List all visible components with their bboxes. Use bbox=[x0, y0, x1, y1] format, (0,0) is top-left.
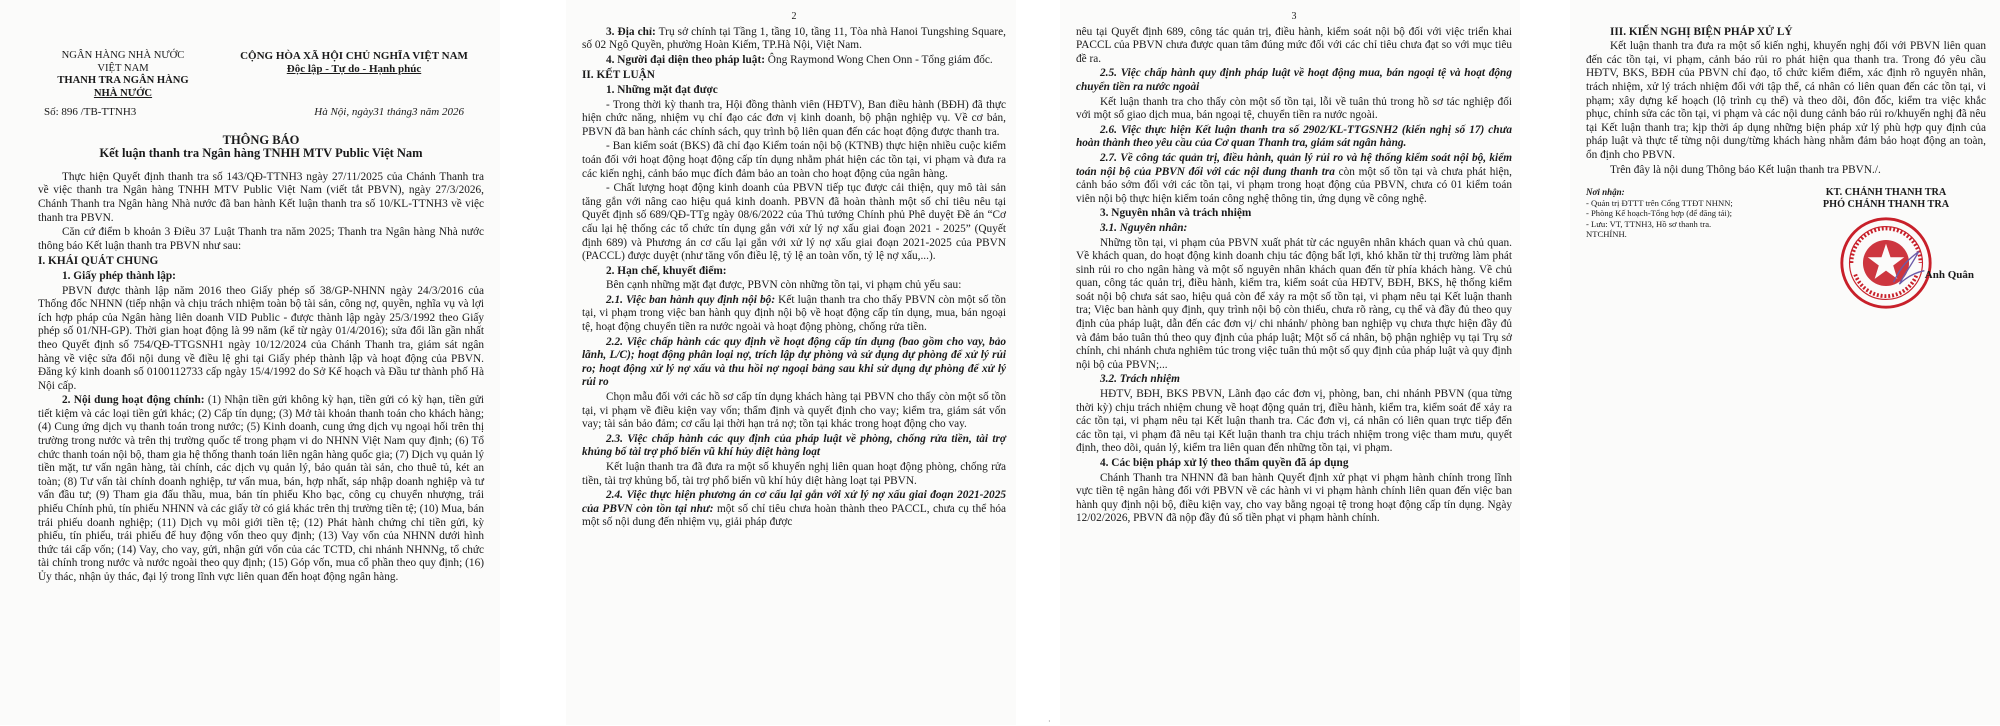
document-page-2 bbox=[566, 0, 1016, 725]
national-motto-block bbox=[224, 50, 484, 100]
document-page-3 bbox=[1060, 0, 1520, 725]
official-seal-icon bbox=[1838, 215, 1934, 311]
subsection-heading: 2.6. Việc thực hiện Kết luận thanh tra số 2902/KL-TTGSNH2 (kiến nghị số 17) chưa hoàn thành theo yêu cầu của Cơ quan Thanh tra, giám sát ngân hàng. bbox=[1076, 123, 1512, 150]
document-page-4 bbox=[1570, 0, 2000, 725]
subsection-heading: 2.2. Việc chấp hành các quy định về hoạt động cấp tín dụng (bao gồm cho vay, bảo lãnh, L/C); hoạt động phân loại nợ, trích lập dự phòng và sử dụng dự phòng để xử lý rủi ro; hoạt động xử lý nợ xấu và thu hồi nợ ngoại bảng sau khi sử dụng dự phòng để xử lý rủi ro bbox=[582, 335, 1006, 389]
reference-number: Số: 896 /TB-TTNH3 bbox=[44, 106, 137, 118]
inline-heading: 4. Người đại diện theo pháp luật: bbox=[606, 53, 765, 66]
document-header bbox=[38, 50, 484, 100]
paragraph: Thực hiện Quyết định thanh tra số 143/QĐ-TTNH3 ngày 27/11/2025 của Chánh Thanh tra về việc thanh tra Ngân hàng TNHH MTV Public Việt Nam (viết tắt PBVN), ngày 27/3/2026, Chánh Thanh tra Ngân hàng Nhà nước đã ban hành Kết luận thanh tra số 10/KL-TTNH3 về việc thanh tra PBVN. bbox=[38, 170, 484, 224]
paragraph bbox=[1076, 152, 1512, 206]
subsection-heading: 4. Các biện pháp xử lý theo thẩm quyền đã áp dụng bbox=[1100, 457, 1349, 469]
paragraph bbox=[582, 54, 1006, 68]
section-heading: I. KHÁI QUÁT CHUNG bbox=[38, 255, 159, 268]
document-title: THÔNG BÁO bbox=[222, 132, 300, 147]
issuer-block bbox=[38, 50, 208, 100]
subsection-heading: 1. Giấy phép thành lập: bbox=[62, 269, 176, 282]
signer-name: Anh Quân bbox=[1924, 269, 1974, 282]
recipient-item: - Lưu: VT, TTNH3, Hồ sơ thanh tra. bbox=[1586, 218, 1712, 229]
inline-text: một số chỉ tiêu chưa hoàn thành theo PACCL, chưa cụ thể hóa một số nội dung đến nhiệm vụ, giải pháp được bbox=[582, 502, 1007, 529]
paragraph: Chánh Thanh tra NHNN đã ban hành Quyết định xử phạt vi phạm hành chính trong lĩnh vực tiền tệ ngân hàng đối với PBVN về các hành vi vi phạm hành chính liên quan đến việc ban hành quy định nội bộ, điều kiện vay, cho vay bằng ngoại tệ trong hoạt động cấp tín dụng. Ngày 12/02/2026, PBVN đã nộp đầy đủ số tiền phạt vi phạm hành chính. bbox=[1076, 471, 1512, 525]
paragraph: Căn cứ điểm b khoản 3 Điều 37 Luật Thanh tra năm 2025; Thanh tra Ngân hàng Nhà nước thông báo Kết luận thanh tra PBVN như sau: bbox=[38, 226, 484, 252]
page-number-blank bbox=[1586, 10, 1986, 24]
paragraph: - Ban kiểm soát (BKS) đã chỉ đạo Kiểm toán nội bộ (KTNB) thực hiện nhiều cuộc kiểm toán đối với hoạt động hoạt động cấp tín dụng nhằm phát hiện các tồn tại, vi phạm và đưa ra các kiến nghị, cảnh báo mục đích đảm bảo an toàn cho hoạt động của ngân hàng. bbox=[582, 140, 1006, 180]
subsection-heading: 2.3. Việc chấp hành các quy định của pháp luật về phòng, chống rửa tiền, tài trợ khủng bố tài trợ phổ biến vũ khí hủy diệt hàng loạt bbox=[582, 432, 1006, 459]
inline-text: (1) Nhận tiền gửi không kỳ hạn, tiền gửi có kỳ hạn, tiền gửi tiết kiệm và các loại tiền gửi khác; (2) Cấp tín dụng; (3) Mở tài khoản thanh toán cho khách hàng; (4) Cung ứng dịch vụ thanh toán trong nước; (5) Kinh doanh, cung ứng dịch vụ ngoại hối trên thị trường trong nước và trên thị trường quốc tế trong phạm vi do NHNN Việt Nam quy định; (6) Tổ chức thanh toán nội bộ, tham gia hệ thống thanh toán liên ngân hàng quốc gia; (7) Dịch vụ quản lý tiền mặt, tư vấn ngân hàng, tài chính, các dịch vụ quản lý, bảo quản tài sản, cho thuê tủ, két an toàn; (8) Tư vấn tài chính doanh nghiệp, tư vấn mua, bán, hợp nhất, sáp nhập doanh nghiệp và tư vấn đầu tư; (9) Tham gia đấu thầu, mua, bán tín phiếu Kho bạc, công cụ chuyển nhượng, trái phiếu Chính phủ, tín phiếu NHNN và các giấy tờ có giá khác trên thị trường tiền tệ; (10) Mua, bán trái phiếu doanh nghiệp; (11) Dịch vụ môi giới tiền tệ; (12) Phát hành chứng chỉ tiền gửi, kỳ phiếu, tín phiếu, trái phiếu để huy động vốn theo quy định; (13) Vay vốn của NHNN dưới hình thức tái cấp vốn; (14) Vay, cho vay, gửi, nhận gửi vốn của các TCTD, chi nhánh NHNNg, tổ chức tài chính trong nước và nước ngoài theo quy định; (15) Góp vốn, mua cổ phần theo quy định; (16) Ủy thác, nhận ủy thác, đại lý trong lĩnh vực liên quan đến hoạt động ngân hàng. bbox=[38, 394, 484, 583]
subsection-heading: 2.5. Việc chấp hành quy định pháp luật về hoạt động mua, bán ngoại tệ và hoạt động chuyển tiền ra nước ngoài bbox=[1076, 67, 1512, 93]
inline-heading: 2.1. Việc ban hành quy định nội bộ: bbox=[606, 293, 776, 306]
paragraph: Những tồn tại, vi phạm của PBVN xuất phát từ các nguyên nhân khách quan và chủ quan. Về khách quan, do hoạt động kinh doanh chịu tác động bất lợi, khó khăn từ thị trường làm phát sinh rủi ro cho ngân hàng và một số nguyên nhân khách quan đến từ phía khách hàng. Về chủ quan, công tác quản trị, điều hành, kiểm tra, kiểm soát của HĐTV, BĐH, BKS, hệ thống kiểm soát nội bộ chưa sát sao, hiệu quả còn để xảy ra một số tồn tại, vi phạm nêu tại Kết luận thanh tra; Việc ban hành quy định, quy trình nội bộ còn thiếu, chưa rõ ràng, cụ thể và đầy đủ theo quy định của pháp luật, dẫn đến các đơn vị/ chi nhánh/ phòng ban nghiệp vụ chưa thực hiện đầy đủ và đảm bảo tuân thủ theo quy định của pháp luật; Một số cá nhân, bộ phận nghiệp vụ tại Trụ sở chính, chi nhánh chưa nghiêm túc trong việc tuân thủ một số quy định của pháp luật và quy định nội bộ của PBVN;... bbox=[1076, 236, 1512, 371]
national-motto: Độc lập - Tự do - Hạnh phúc bbox=[286, 63, 422, 75]
paragraph: Bên cạnh những mặt đạt được, PBVN còn những tồn tại, vi phạm chủ yếu sau: bbox=[606, 279, 962, 292]
reference-line bbox=[38, 106, 484, 120]
paragraph: - Chất lượng hoạt động kinh doanh của PBVN tiếp tục được cải thiện, quy mô tài sản tăng gắn với nâng cao hiệu quả kinh doanh. PBVN đã hoàn thành một số chỉ tiêu nêu tại Quyết định số 689/QĐ-TTg ngày 08/6/2022 của Thủ tướng Chính phủ Phê duyệt Đề án “Cơ cấu lại hệ thống các tổ chức tín dụng gắn với xử lý nợ xấu giai đoạn 2021 - 2025” (Quyết định 689) và Phương án cơ cấu lại gắn với xử lý nợ xấu giai đoạn 2021-2025 của PBVN (PACCL) được duyệt (như tăng vốn điều lệ, tỷ lệ an toàn vốn, tỷ lệ nợ xấu,...). bbox=[582, 182, 1006, 263]
signer-subtitle: PHÓ CHÁNH THANH TRA bbox=[1822, 199, 1950, 211]
issuer-line: THANH TRA NGÂN HÀNG bbox=[57, 75, 189, 86]
paragraph bbox=[582, 26, 1006, 53]
paragraph: PBVN được thành lập năm 2016 theo Giấy phép số 38/GP-NHNN ngày 24/3/2016 của Thống đốc NHNN (tiếp nhận và chịu trách nhiệm toàn bộ tài sản, công nợ, quyền, nghĩa vụ và lợi ích hợp pháp của Ngân hàng liên doanh VID Public - được thành lập ngày 25/3/1992 theo Giấy phép số 01/NH-GP). Thời gian hoạt động là 99 năm (kể từ ngày 01/4/2016); sửa đổi lần gần nhất theo Quyết định số 754/QĐ-TTGSNH1 ngày 10/12/2024 của Chánh Thanh tra, giám sát ngân hàng về việc sửa đổi nội dung về điều lệ ghi tại Giấy phép thành lập và hoạt động của PBVN. Đăng ký kinh doanh số 0100112733 cấp ngày 15/4/1992 do Sở Kế hoạch và Đầu tư thành phố Hà Nội cấp. bbox=[38, 284, 484, 392]
paragraph: nêu tại Quyết định 689, công tác quản trị, điều hành, kiểm soát nội bộ đối với việc triển khai PACCL của PBVN chưa được quan tâm đúng mức đối với các chỉ tiêu chưa đạt so với mục tiêu đề ra. bbox=[1076, 25, 1512, 65]
inline-text: còn một số tồn tại và chưa phát hiện, cảnh báo sớm đối với các tồn tại, vi phạm trong hoạt động của PBVN, chưa có 01 kiểm toán viên nội bộ thực hiện kiểm toán công nghệ thông tin, ứng dụng về công nghệ. bbox=[1076, 165, 1512, 205]
inline-text: Ông Raymond Wong Chen Onn - Tổng giám đốc. bbox=[764, 53, 993, 66]
paragraph: HĐTV, BĐH, BKS PBVN, Lãnh đạo các đơn vị, phòng, ban, chi nhánh PBVN (qua từng thời kỳ) chịu trách nhiệm chung về hoạt động quản trị, điều hành, kiểm tra, kiểm soát để xảy ra các tồn tại, vi phạm nêu tại Kết luận thanh tra. Các đơn vị, cá nhân có liên quan trực tiếp đến các tồn tại, vi phạm đã nêu tại Kết luận thanh tra chịu trách nhiệm trong việc tham mưu, quyết định, theo dõi, quản lý, kiểm tra liên quan đến những tồn tại, vi phạm. bbox=[1076, 388, 1512, 455]
paragraph: Kết luận thanh tra cho thấy còn một số tồn tại, lỗi về tuân thủ trong hồ sơ tác nghiệp đối với một số giao dịch mua, bán ngoại tệ, chuyển tiền ra nước ngoài. bbox=[1076, 95, 1512, 122]
recipients-block bbox=[1586, 187, 1776, 311]
subsection-heading: 3.1. Nguyên nhân: bbox=[1100, 221, 1188, 234]
recipient-item: - Quản trị ĐTTT trên Cổng TTĐT NHNN; bbox=[1586, 197, 1733, 208]
recipient-item: NTCHÍNH. bbox=[1586, 229, 1627, 240]
section-heading: II. KẾT LUẬN bbox=[582, 69, 655, 82]
paragraph: - Trong thời kỳ thanh tra, Hội đồng thành viên (HĐTV), Ban điều hành (BĐH) đã thực hiện chức năng, nhiệm vụ chỉ đạo các đơn vị kinh doanh, bộ phận nghiệp vụ. Về cơ bản, PBVN đã ban hành các chính sách, quy trình bộ liên quan đến các hoạt động được thanh tra. bbox=[582, 98, 1006, 138]
issuer-line: NGÂN HÀNG NHÀ NƯỚC bbox=[61, 50, 185, 61]
signer-title: KT. CHÁNH THANH TRA bbox=[1825, 187, 1947, 199]
page-number: 3 bbox=[1291, 11, 1297, 22]
paragraph bbox=[582, 489, 1006, 530]
signer-block bbox=[1786, 187, 1986, 311]
scan-artifact: · bbox=[1048, 717, 1051, 726]
paragraph: Kết luận thanh tra đưa ra một số kiến nghị, khuyến nghị đối với PBVN liên quan đến các tồn tại, vi phạm, cảnh báo rủi ro phát hiện qua thanh tra. Trong đó yêu cầu HĐTV, BKS, BĐH của PBVN chỉ đạo, tổ chức kiểm điểm, xác định rõ nguyên nhân, trách nhiệm, xử lý trách nhiệm đối với tập thể, cá nhân có liên quan đến các tồn tại, vi phạm; xây dựng kế hoạch (lộ trình cụ thể) và theo dõi, đôn đốc, kiểm tra việc khắc phục, chỉnh sửa các tồn tại, vi phạm và các nội dung cảnh báo rủi ro/khuyến nghị đã nêu tại Kết luận thanh tra; kịp thời áp dụng những biện pháp xử lý phù hợp quy định của pháp luật và thực tế từng nội dung/từng khách hàng nhằm đảm bảo hoạt động an toàn, ổn định cho PBVN. bbox=[1586, 40, 1986, 161]
document-page-1 bbox=[0, 0, 500, 725]
inline-text: Kết luận thanh tra cho thấy PBVN còn một số tồn tại, vi phạm trong việc ban hành quy định nội bộ về hoạt động cấp tín dụng, mua, bán ngoại tệ, hoạt động chuyển tiền ra nước ngoài và hoạt động phòng, chống rửa tiền. bbox=[582, 293, 1007, 334]
recipients-label: Nơi nhận: bbox=[1586, 187, 1625, 198]
paragraph bbox=[38, 394, 484, 584]
recipient-item: - Phòng Kế hoạch-Tổng hợp (để đăng tải); bbox=[1586, 208, 1733, 219]
inline-heading: 2. Nội dung hoạt động chính: bbox=[62, 394, 205, 407]
inline-heading: 2.7. Về công tác quản trị, điều hành, quản lý rủi ro và hệ thống kiểm soát nội bộ, kiểm toán nội bộ của PBVN đối với các nội dung thanh tra bbox=[1076, 151, 1512, 178]
document-subtitle: Kết luận thanh tra Ngân hàng TNHH MTV Public Việt Nam bbox=[99, 146, 423, 161]
paragraph: Chọn mẫu đối với các hồ sơ cấp tín dụng khách hàng tại PBVN cho thấy còn một số tồn tại, vi phạm về điều kiện vay vốn; thẩm định và quyết định cho vay; kiểm tra, giám sát vốn vay; tài sản bảo đảm; cơ cấu lại thời hạn trả nợ; tồn tại khác trong hoạt động cho vay. bbox=[582, 391, 1006, 431]
page-number: 2 bbox=[791, 11, 797, 22]
issue-date: Hà Nội, ngày31 tháng3 năm 2026 bbox=[314, 106, 464, 118]
signature-area bbox=[1586, 187, 1986, 311]
subsection-heading: 1. Những mặt đạt được bbox=[606, 83, 718, 96]
paragraph: Trên đây là nội dung Thông báo Kết luận thanh tra PBVN./. bbox=[1610, 163, 1881, 176]
national-name: CỘNG HÒA XÃ HỘI CHỦ NGHĨA VIỆT NAM bbox=[240, 50, 468, 62]
paragraph: Kết luận thanh tra đã đưa ra một số khuyến nghị liên quan hoạt động phòng, chống rửa tiền, tài trợ khủng bố, tài trợ phổ biến vũ khí hủy diệt hàng loạt tại PBVN. bbox=[582, 461, 1006, 487]
subsection-heading: 3.2. Trách nhiệm bbox=[1100, 373, 1180, 386]
seal-graphic bbox=[1838, 215, 1934, 311]
issuer-line: NHÀ NƯỚC bbox=[93, 87, 153, 99]
inline-text: Trụ sở chính tại Tầng 1, tầng 10, tầng 11, Tòa nhà Hanoi Tungshing Square, số 02 Ngô Quyền, phường Hoàn Kiếm, TP.Hà Nội, Việt Nam. bbox=[582, 25, 1006, 52]
inline-heading: 3. Địa chỉ: bbox=[606, 25, 656, 38]
subsection-heading: 2. Hạn chế, khuyết điểm: bbox=[606, 264, 727, 277]
paragraph bbox=[582, 294, 1006, 335]
issuer-line: VIỆT NAM bbox=[97, 62, 149, 74]
subsection-heading: 3. Nguyên nhân và trách nhiệm bbox=[1100, 207, 1252, 220]
section-heading: III. KIẾN NGHỊ BIỆN PHÁP XỬ LÝ bbox=[1610, 25, 1793, 38]
inline-heading: 2.4. Việc thực hiện phương án cơ cấu lại gắn với xử lý nợ xấu giai đoạn 2021-2025 của PBVN còn tồn tại như: bbox=[582, 489, 1006, 515]
